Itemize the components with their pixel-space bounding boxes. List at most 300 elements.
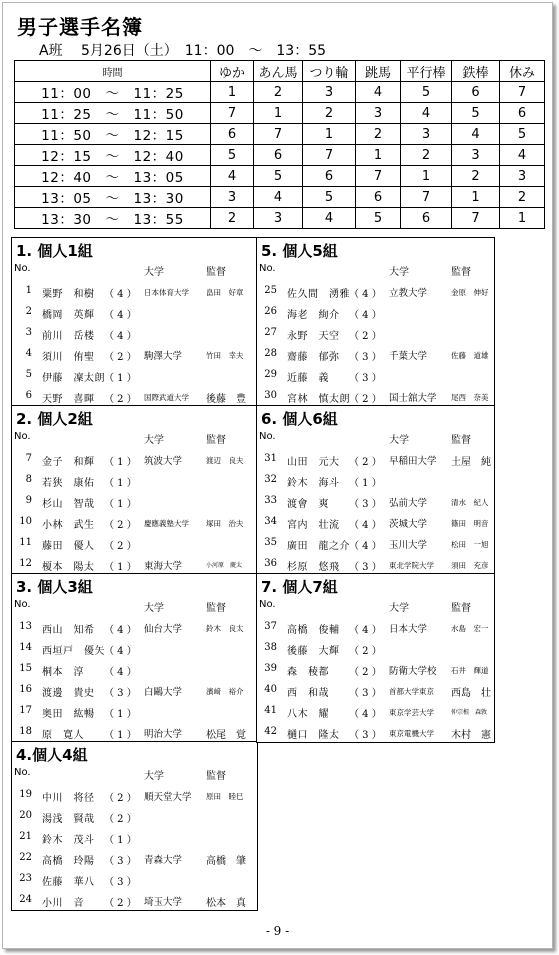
player-year: （ 3 ） [349, 499, 382, 510]
player-name: 宮林 慎太朗 [287, 394, 350, 405]
player-name: 樋口 隆太 [287, 730, 340, 741]
no-header: No. [259, 599, 276, 610]
group-number-cell: 4 [254, 187, 303, 208]
player-university: 東北学院大学 [389, 561, 434, 570]
player-row [12, 323, 257, 344]
player-year: （ 1 ） [349, 478, 382, 489]
player-list [257, 281, 494, 407]
schedule-row [15, 124, 545, 145]
player-name: 佐藤 華八 [42, 877, 95, 888]
player-row [12, 344, 257, 365]
player-year: （ 2 ） [349, 394, 382, 405]
player-coach: 高橋 肇 [206, 856, 246, 867]
player-year: （ 4 ） [104, 667, 137, 678]
player-coach: 塚田 治夫 [206, 519, 244, 528]
player-number: 32 [264, 474, 277, 485]
group-number-cell: 1 [356, 145, 401, 166]
player-coach: 畠田 好章 [206, 288, 244, 297]
group-number-cell: 6 [401, 208, 452, 229]
player-coach: 須田 充彦 [451, 561, 489, 570]
coach-header: 監督 [206, 435, 226, 446]
group-title: 3. 個人3組 [16, 578, 93, 596]
player-coach: 金原 伸好 [451, 288, 489, 297]
player-name: 小林 武生 [42, 520, 95, 531]
player-number: 33 [264, 495, 277, 506]
player-university: 茨城大学 [389, 519, 428, 530]
player-number: 3 [25, 327, 32, 338]
group-number-cell: 3 [401, 124, 452, 145]
header-time: 時間 [15, 61, 211, 82]
group-number-cell: 4 [401, 103, 452, 124]
player-row [12, 827, 257, 848]
player-year: （ 3 ） [349, 373, 382, 384]
player-coach: 佐藤 道雄 [451, 351, 489, 360]
player-name: 小川 音 [42, 898, 84, 909]
player-university: 仙台大学 [144, 624, 183, 635]
player-number: 30 [264, 390, 277, 401]
player-row [257, 344, 494, 365]
player-university: 国際武道大学 [144, 393, 189, 402]
player-year: （ 3 ） [349, 562, 382, 573]
schedule-row [15, 187, 545, 208]
group-title: 2. 個人2組 [16, 410, 93, 428]
group-number-cell: 7 [254, 124, 303, 145]
schedule-row [15, 166, 545, 187]
column-header-row [257, 599, 494, 613]
group-number-cell: 3 [500, 166, 545, 187]
player-university: 駒澤大学 [144, 351, 183, 362]
player-coach: 木村 憲 [451, 730, 491, 741]
player-number: 39 [264, 663, 277, 674]
player-row [12, 659, 257, 680]
group-7-box [256, 573, 495, 743]
player-coach: 鈴木 良太 [206, 624, 244, 633]
group-number-cell: 2 [500, 187, 545, 208]
player-row [257, 533, 494, 554]
player-name: 森 稜都 [287, 667, 329, 678]
group-number-cell: 5 [452, 103, 500, 124]
player-number: 18 [19, 726, 32, 737]
coach-header: 監督 [206, 771, 226, 782]
player-coach: 松田 一旭 [451, 540, 489, 549]
player-university: 東京学芸大学 [389, 708, 434, 717]
player-year: （ 2 ） [349, 667, 382, 678]
player-number: 21 [19, 831, 32, 842]
player-university: 日本大学 [389, 624, 428, 635]
player-coach: 水島 宏一 [451, 624, 489, 633]
player-year: （ 4 ） [349, 709, 382, 720]
player-name: 後藤 大輝 [287, 646, 340, 657]
player-row [12, 512, 257, 533]
column-header-row [12, 767, 257, 781]
group-number-cell: 4 [500, 145, 545, 166]
player-row [12, 701, 257, 722]
column-header-row [12, 599, 257, 613]
player-row [257, 722, 494, 743]
player-coach: 尾西 奈美 [451, 393, 489, 402]
player-name: 原 寛人 [42, 730, 84, 741]
group-title: 7. 個人7組 [261, 578, 338, 596]
player-list [12, 785, 257, 911]
column-header-row [12, 263, 257, 277]
player-number: 16 [19, 684, 32, 695]
player-year: （ 2 ） [349, 457, 382, 468]
player-name: 若狭 康佑 [42, 478, 95, 489]
player-row [257, 554, 494, 575]
group-number-cell: 1 [211, 82, 254, 103]
player-year: （ 4 ） [349, 541, 382, 552]
player-row [257, 659, 494, 680]
player-number: 10 [19, 516, 32, 527]
player-number: 19 [19, 789, 32, 800]
player-name: 八木 耀 [287, 709, 329, 720]
group-number-cell: 2 [211, 208, 254, 229]
player-number: 27 [264, 327, 277, 338]
column-header-row [12, 431, 257, 445]
group-number-cell: 2 [401, 145, 452, 166]
group-number-cell: 5 [254, 166, 303, 187]
group-number-cell: 7 [356, 166, 401, 187]
group-4-box [11, 741, 258, 911]
player-row [257, 386, 494, 407]
player-name: 西垣戸 優矢 [42, 646, 105, 657]
schedule-header-row [15, 61, 545, 82]
player-row [257, 302, 494, 323]
player-list [257, 617, 494, 743]
university-header: 大学 [144, 771, 164, 782]
no-header: No. [259, 263, 276, 274]
player-year: （ 1 ） [104, 709, 137, 720]
group-number-cell: 3 [356, 103, 401, 124]
player-number: 36 [264, 558, 277, 569]
player-row [257, 680, 494, 701]
player-year: （ 1 ） [104, 730, 137, 741]
header-rings: つり輪 [303, 61, 356, 82]
player-coach: 篠田 明音 [451, 519, 489, 528]
university-header: 大学 [389, 603, 409, 614]
schedule-row [15, 145, 545, 166]
player-row [12, 386, 257, 407]
player-year: （ 4 ） [104, 310, 137, 321]
player-row [257, 470, 494, 491]
player-number: 6 [25, 390, 32, 401]
group-number-cell: 5 [356, 208, 401, 229]
group-6-box [256, 405, 495, 575]
player-university: 首都大学東京 [389, 687, 434, 696]
group-number-cell: 3 [254, 208, 303, 229]
no-header: No. [14, 767, 31, 778]
player-coach: 濱﨑 裕介 [206, 687, 244, 696]
coach-header: 監督 [206, 267, 226, 278]
player-row [257, 281, 494, 302]
player-coach: 原田 睦巳 [206, 792, 244, 801]
player-year: （ 4 ） [104, 646, 137, 657]
page-number: - 9 - [265, 924, 290, 938]
header-pbars: 平行棒 [401, 61, 452, 82]
player-list [12, 281, 257, 407]
player-name: 鈴木 海斗 [287, 478, 340, 489]
column-header-row [257, 431, 494, 445]
player-university: 東海大学 [144, 561, 183, 572]
player-university: 立教大学 [389, 288, 428, 299]
player-coach: 土屋 純 [451, 457, 491, 468]
player-university: 弘前大学 [389, 498, 428, 509]
time-slot: 13：30 ～ 13：55 [15, 208, 211, 229]
player-university: 日本体育大学 [144, 288, 189, 297]
group-number-cell: 3 [303, 82, 356, 103]
player-name: 宮内 壮流 [287, 520, 340, 531]
group-number-cell: 2 [254, 82, 303, 103]
group-number-cell: 4 [303, 208, 356, 229]
schedule-row [15, 103, 545, 124]
player-name: 前川 岳楼 [42, 331, 95, 342]
player-coach: 松本 真 [206, 898, 246, 909]
header-hbar: 鉄棒 [452, 61, 500, 82]
group-number-cell: 1 [500, 208, 545, 229]
player-list [12, 617, 257, 743]
player-year: （ 4 ） [349, 289, 382, 300]
university-header: 大学 [389, 435, 409, 446]
player-number: 40 [264, 684, 277, 695]
group-number-cell: 7 [303, 145, 356, 166]
player-row [12, 449, 257, 470]
group-number-cell: 6 [452, 82, 500, 103]
player-coach: 仲宗根 森敦 [451, 709, 488, 716]
university-header: 大学 [144, 435, 164, 446]
player-row [12, 680, 257, 701]
player-row [257, 365, 494, 386]
player-coach: 石井 輝道 [451, 666, 489, 675]
player-name: 橋岡 英輝 [42, 310, 95, 321]
player-name: 湯浅 賢哉 [42, 814, 95, 825]
player-number: 34 [264, 516, 277, 527]
player-row [12, 533, 257, 554]
player-number: 9 [25, 495, 32, 506]
player-row [12, 806, 257, 827]
player-number: 4 [25, 348, 32, 359]
group-title: 5. 個人5組 [261, 242, 338, 260]
player-year: （ 4 ） [349, 520, 382, 531]
player-name: 海老 絢介 [287, 310, 340, 321]
page-title: 男子選手名簿 [17, 15, 143, 39]
group-5-box [256, 237, 495, 407]
player-name: 高橋 玲陽 [42, 856, 95, 867]
player-university: 東京電機大学 [389, 729, 434, 738]
player-row [12, 890, 257, 911]
player-coach: 渡辺 良夫 [206, 456, 244, 465]
player-number: 17 [19, 705, 32, 716]
player-row [12, 281, 257, 302]
coach-header: 監督 [451, 435, 471, 446]
group-number-cell: 4 [211, 166, 254, 187]
player-number: 25 [264, 285, 277, 296]
group-number-cell: 2 [303, 103, 356, 124]
player-university: 筑波大学 [144, 456, 183, 467]
coach-header: 監督 [206, 603, 226, 614]
group-number-cell: 4 [452, 124, 500, 145]
player-name: 山田 元大 [287, 457, 340, 468]
header-rest: 休み [500, 61, 545, 82]
group-number-cell: 2 [356, 124, 401, 145]
player-number: 2 [25, 306, 32, 317]
time-slot: 13：05 ～ 13：30 [15, 187, 211, 208]
player-list [257, 449, 494, 575]
group-title: 6. 個人6組 [261, 410, 338, 428]
player-name: 西山 知希 [42, 625, 95, 636]
player-year: （ 2 ） [104, 541, 137, 552]
player-name: 奥田 紘暢 [42, 709, 95, 720]
player-year: （ 3 ） [104, 856, 137, 867]
group-3-box [11, 573, 258, 743]
schedule-row [15, 208, 545, 229]
player-row [12, 491, 257, 512]
player-list [12, 449, 257, 575]
rotation-schedule-table [14, 60, 545, 229]
time-slot: 12：40 ～ 13：05 [15, 166, 211, 187]
player-university: 防衛大学校 [389, 666, 437, 677]
player-year: （ 2 ） [349, 331, 382, 342]
player-number: 7 [25, 453, 32, 464]
player-year: （ 3 ） [349, 352, 382, 363]
group-number-cell: 5 [211, 145, 254, 166]
player-row [12, 554, 257, 575]
no-header: No. [14, 431, 31, 442]
university-header: 大学 [144, 603, 164, 614]
player-year: （ 3 ） [104, 877, 137, 888]
player-name: 高橋 俊輔 [287, 625, 340, 636]
player-coach: 松尾 覚 [206, 730, 246, 741]
player-row [257, 638, 494, 659]
player-name: 藤田 優人 [42, 541, 95, 552]
player-row [257, 617, 494, 638]
group-1-box [11, 237, 258, 407]
player-name: 桐本 淳 [42, 667, 84, 678]
player-number: 15 [19, 663, 32, 674]
player-row [12, 869, 257, 890]
player-university: 早稲田大学 [389, 456, 437, 467]
group-number-cell: 6 [303, 166, 356, 187]
schedule-row [15, 82, 545, 103]
player-row [257, 323, 494, 344]
player-number: 12 [19, 558, 32, 569]
coach-header: 監督 [451, 603, 471, 614]
player-year: （ 2 ） [104, 793, 137, 804]
group-number-cell: 2 [452, 166, 500, 187]
player-university: 青森大学 [144, 855, 183, 866]
column-header-row [257, 263, 494, 277]
player-number: 38 [264, 642, 277, 653]
player-name: 鈴木 茂斗 [42, 835, 95, 846]
player-number: 20 [19, 810, 32, 821]
group-number-cell: 3 [211, 187, 254, 208]
player-number: 31 [264, 453, 277, 464]
player-university: 慶應義塾大学 [144, 519, 189, 528]
time-slot: 11：50 ～ 12：15 [15, 124, 211, 145]
player-year: （ 1 ） [104, 562, 137, 573]
header-vault: 跳馬 [356, 61, 401, 82]
player-row [257, 701, 494, 722]
player-name: 杉原 悠飛 [287, 562, 340, 573]
group-number-cell: 4 [356, 82, 401, 103]
player-year: （ 4 ） [349, 310, 382, 321]
group-title: 4.個人4組 [16, 746, 88, 764]
player-year: （ 3 ） [349, 730, 382, 741]
player-name: 天野 喜暉 [42, 394, 95, 405]
player-number: 42 [264, 726, 277, 737]
player-number: 37 [264, 621, 277, 632]
player-name: 伊藤 凜太朗 [42, 373, 105, 384]
group-number-cell: 1 [452, 187, 500, 208]
group-number-cell: 5 [401, 82, 452, 103]
player-year: （ 1 ） [104, 499, 137, 510]
player-name: 須川 侑聖 [42, 352, 95, 363]
group-number-cell: 3 [452, 145, 500, 166]
player-row [12, 785, 257, 806]
document-page [2, 2, 553, 949]
player-number: 5 [25, 369, 32, 380]
group-number-cell: 5 [500, 124, 545, 145]
player-number: 1 [25, 285, 32, 296]
time-slot: 12：15 ～ 12：40 [15, 145, 211, 166]
player-name: 金子 和輝 [42, 457, 95, 468]
player-number: 24 [19, 894, 32, 905]
player-row [12, 470, 257, 491]
player-year: （ 3 ） [349, 688, 382, 699]
player-number: 22 [19, 852, 32, 863]
player-row [12, 302, 257, 323]
time-slot: 11：25 ～ 11：50 [15, 103, 211, 124]
player-row [257, 512, 494, 533]
player-coach: 竹田 幸夫 [206, 351, 244, 360]
player-year: （ 1 ） [104, 373, 137, 384]
session-info: A班 5月26日（土） 11：00 ～ 13：55 [39, 43, 327, 59]
player-name: 廣田 龍之介 [287, 541, 350, 552]
player-coach: 清水 紀人 [451, 498, 489, 507]
player-year: （ 3 ） [104, 688, 137, 699]
player-year: （ 4 ） [104, 331, 137, 342]
player-number: 14 [19, 642, 32, 653]
player-year: （ 2 ） [104, 394, 137, 405]
group-number-cell: 6 [254, 145, 303, 166]
header-floor: ゆか [211, 61, 254, 82]
player-number: 23 [19, 873, 32, 884]
player-number: 35 [264, 537, 277, 548]
player-row [12, 848, 257, 869]
group-number-cell: 1 [303, 124, 356, 145]
group-title: 1. 個人1組 [16, 242, 93, 260]
player-name: 粟野 和樹 [42, 289, 95, 300]
player-number: 41 [264, 705, 277, 716]
player-university: 国士舘大学 [389, 393, 437, 404]
group-number-cell: 6 [211, 124, 254, 145]
player-coach: 小河原 慶太 [206, 562, 243, 569]
player-year: （ 2 ） [104, 898, 137, 909]
player-row [12, 722, 257, 743]
group-number-cell: 5 [303, 187, 356, 208]
player-number: 13 [19, 621, 32, 632]
player-university: 白鷗大学 [144, 687, 183, 698]
player-row [257, 449, 494, 470]
player-year: （ 1 ） [104, 478, 137, 489]
player-year: （ 4 ） [104, 625, 137, 636]
player-year: （ 2 ） [104, 520, 137, 531]
player-number: 28 [264, 348, 277, 359]
player-year: （ 1 ） [104, 457, 137, 468]
no-header: No. [14, 599, 31, 610]
player-row [12, 638, 257, 659]
group-number-cell: 7 [452, 208, 500, 229]
group-number-cell: 7 [500, 82, 545, 103]
